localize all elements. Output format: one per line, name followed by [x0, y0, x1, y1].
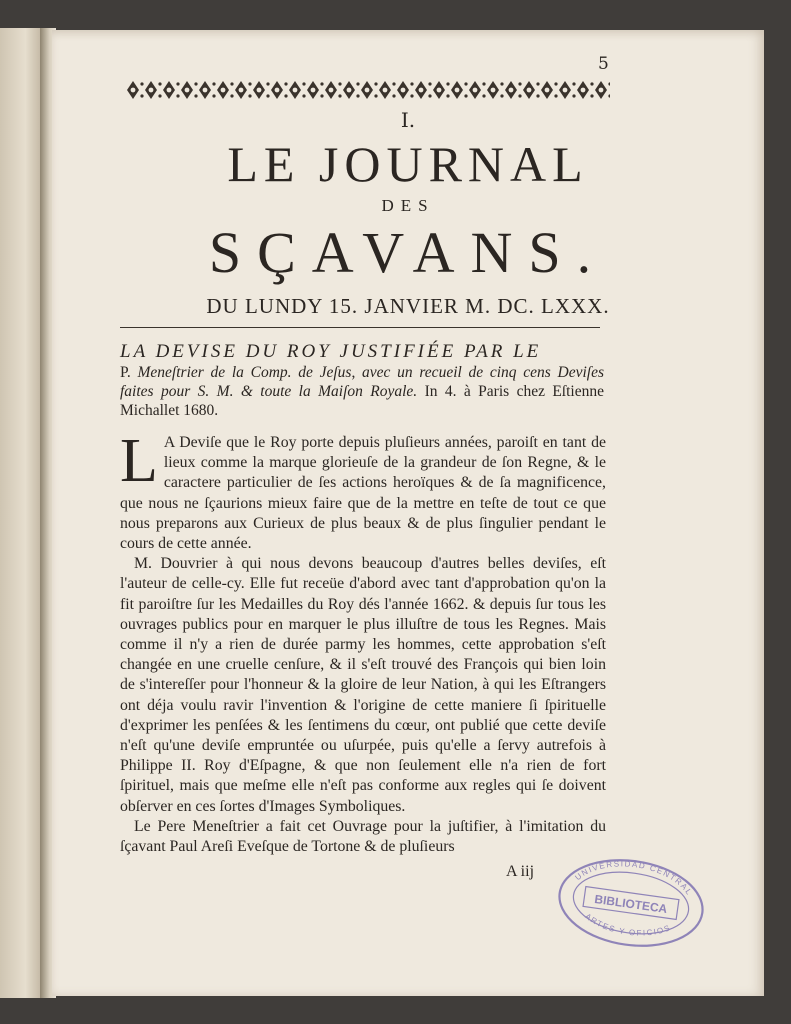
article-citation — [120, 363, 604, 421]
citation-separator: , — [351, 364, 363, 381]
journal-title: LE JOURNAL — [227, 136, 589, 192]
stamp-top-textpath: UNIVERSIDAD CENTRAL — [573, 859, 695, 898]
fleuron-unit — [379, 81, 396, 99]
article-headline: LA DEVISE DU ROY JUSTIFIÉE PAR LE — [120, 341, 542, 362]
fleuron-unit — [289, 81, 306, 99]
stamp-graphic — [550, 848, 711, 958]
journal-page — [52, 30, 764, 996]
fleuron-unit — [217, 81, 234, 99]
fleuron-unit — [235, 81, 252, 99]
paragraph-3: Le Pere Meneſtrier a fait cet Ouvrage pour la juſtifier, à l'imitation du ſçavant Paul Areſi Eveſque de Tortone & de pluſieurs — [120, 817, 606, 856]
fleuron-unit — [469, 81, 486, 99]
fleuron-unit — [145, 81, 162, 99]
paragraph-1-text: A Deviſe que le Roy porte depuis pluſieurs années, paroiſt en tant de lieux comme la marque glorieuſe de la grandeur de ſon Regne, & le caractere particulier de ſes actions heroïques & de ſa magnificence, que nous ne ſçaurions mieux faire que de la mettre en teſte de tout ce que nous preparons aux Curieux de plus beaux & de plus ſingulier pendant le cours de cette année. — [120, 434, 606, 553]
journal-name: SÇAVANS. — [208, 220, 608, 285]
fleuron-unit — [505, 81, 522, 99]
citation-author: Meneſtrier de la Comp. de Jeſus — [137, 364, 352, 381]
fleuron-unit — [397, 81, 414, 99]
citation-subtitle: avec un recueil de cinq cens Deviſes faites pour S. M. & toute la Maiſon Royale. — [120, 364, 605, 401]
citation-author-prefix: P. — [120, 364, 138, 381]
fleuron-ornament — [124, 78, 610, 102]
stamp-bottom-textpath: ARTES Y OFICIOS — [583, 911, 673, 938]
fleuron-unit — [487, 81, 504, 99]
ornament-band — [124, 78, 610, 102]
fleuron-unit — [127, 81, 144, 99]
drop-cap: L — [120, 427, 158, 495]
paragraph-2: M. Douvrier à qui nous devons beaucoup d'autres belles deviſes, eſt l'auteur de celle-cy. Elle fut receüe d'abord avec tant d'approbation qu'on la fit paroiſtre ſur les Medailles du Roy dés l'année 1662. & depuis ſur tous les ouvrages publics pour en marquer le plus illuſtre de tous les Regnes. Mais comme il n'y a rien de durée parmy les hommes, cette approbation s'eſt changée en une cruelle cenſure, & il s'eſt trouvé des François qui bien loin de s'intereſſer pour l'honneur & la gloire de leur Nation, à qui les Eſtrangers ont déja voulu ravir l'invention & l'origine de cette maniere ſi ſpirituelle d'exprimer les penſées & les ſentimens du cœur, ont publié que cette deviſe n'eſt qu'une deviſe empruntée ou uſurpée, puis qu'elle a ſervy autrefois à Philippe II. Roy d'Eſpagne, & que non ſeulement elle n'a rien de fort ſpirituel, mais que meſme elle n'eſt pas conforme aux regles qui ſe doivent obſerver en ces ſortes d'Images Symboliques. — [120, 555, 606, 815]
page-number: 5 — [598, 54, 609, 74]
stamp-center-text: BIBLIOTECA — [593, 891, 669, 917]
paragraph-1 — [120, 427, 606, 554]
stamp-bottom-text — [582, 911, 674, 943]
signature-mark: A iij — [506, 863, 535, 880]
fleuron-unit — [523, 81, 540, 99]
fleuron-unit — [559, 81, 576, 99]
article-body — [120, 427, 606, 857]
fleuron-unit — [253, 81, 270, 99]
fleuron-unit — [415, 81, 432, 99]
library-stamp — [550, 848, 711, 958]
fleuron-unit — [595, 81, 610, 99]
journal-title-des: DES — [381, 196, 435, 215]
fleuron-unit — [361, 81, 378, 99]
fleuron-unit — [541, 81, 558, 99]
fleuron-unit — [433, 81, 450, 99]
issue-number: I. — [400, 108, 416, 132]
fleuron-unit — [325, 81, 342, 99]
fleuron-unit — [163, 81, 180, 99]
fleuron-unit — [181, 81, 198, 99]
divider-rule — [120, 327, 600, 328]
fleuron-unit — [451, 81, 468, 99]
fleuron-unit — [199, 81, 216, 99]
fleuron-unit — [577, 81, 594, 99]
issue-date: DU LUNDY 15. JANVIER M. DC. LXXX. — [206, 294, 610, 318]
citation-format: In 4. — [417, 383, 457, 401]
citation-publisher: à Paris chez Eſtienne Michallet 1680. — [120, 383, 604, 420]
fleuron-unit — [307, 81, 324, 99]
fleuron-unit — [343, 81, 360, 99]
fleuron-unit — [271, 81, 288, 99]
